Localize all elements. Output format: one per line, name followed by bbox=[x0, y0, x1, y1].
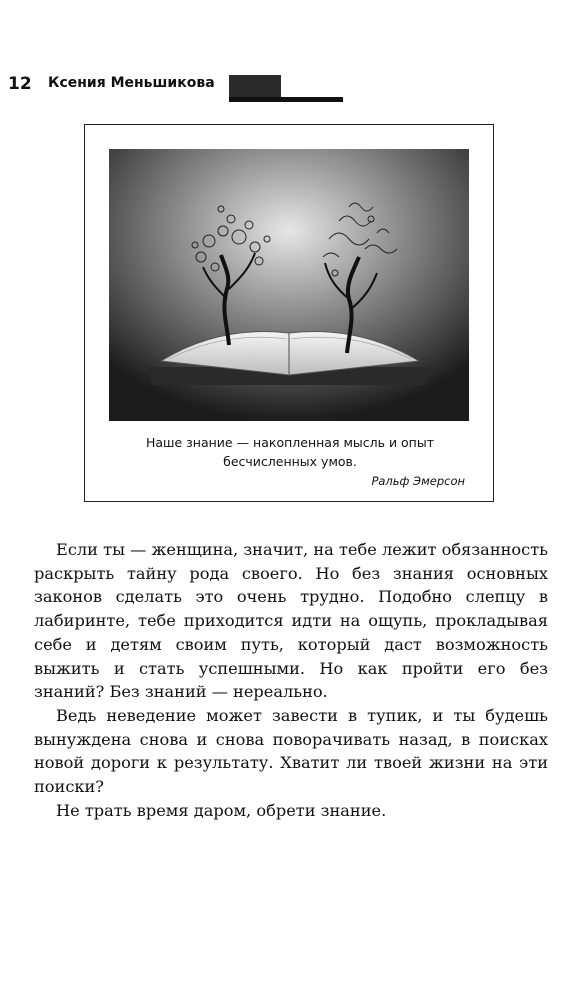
caption-line-1: Наше знание — накопленная мысль и опыт bbox=[145, 435, 435, 450]
running-header-author: Ксения Меньшикова bbox=[48, 75, 215, 91]
paragraph: Ведь неведение может завести в тупик, и ты будешь вынуждена снова и снова поворачивать назад, в поисках новой дороги к результату. Хватит ли твоей жизни на эти поиски? bbox=[34, 705, 548, 797]
caption-line-2: бесчисленных умов. bbox=[223, 454, 357, 469]
paragraph: Не трать время даром, обрети знание. bbox=[56, 800, 387, 820]
book-trees-illustration bbox=[109, 149, 469, 421]
quote-attribution: Ральф Эмерсон bbox=[371, 474, 465, 488]
page-number: 12 bbox=[8, 74, 32, 94]
figure-box bbox=[84, 124, 494, 502]
header-decor-block bbox=[229, 75, 281, 97]
figure-caption bbox=[85, 433, 495, 471]
header-rule bbox=[229, 97, 343, 102]
body-text bbox=[34, 538, 548, 822]
running-header bbox=[0, 68, 578, 108]
paragraph: Если ты — женщина, значит, на тебе лежит обязанность раскрыть тайну рода своего. Но без знания основных законов сделать это очень трудно. Подобно слепцу в лабиринте, тебе приходится идти на ощупь, прокладывая себе и детям своим путь, который даст возможность выжить и стать успешными. Но как пройти его без знаний? Без знаний — нереально. bbox=[34, 540, 548, 702]
